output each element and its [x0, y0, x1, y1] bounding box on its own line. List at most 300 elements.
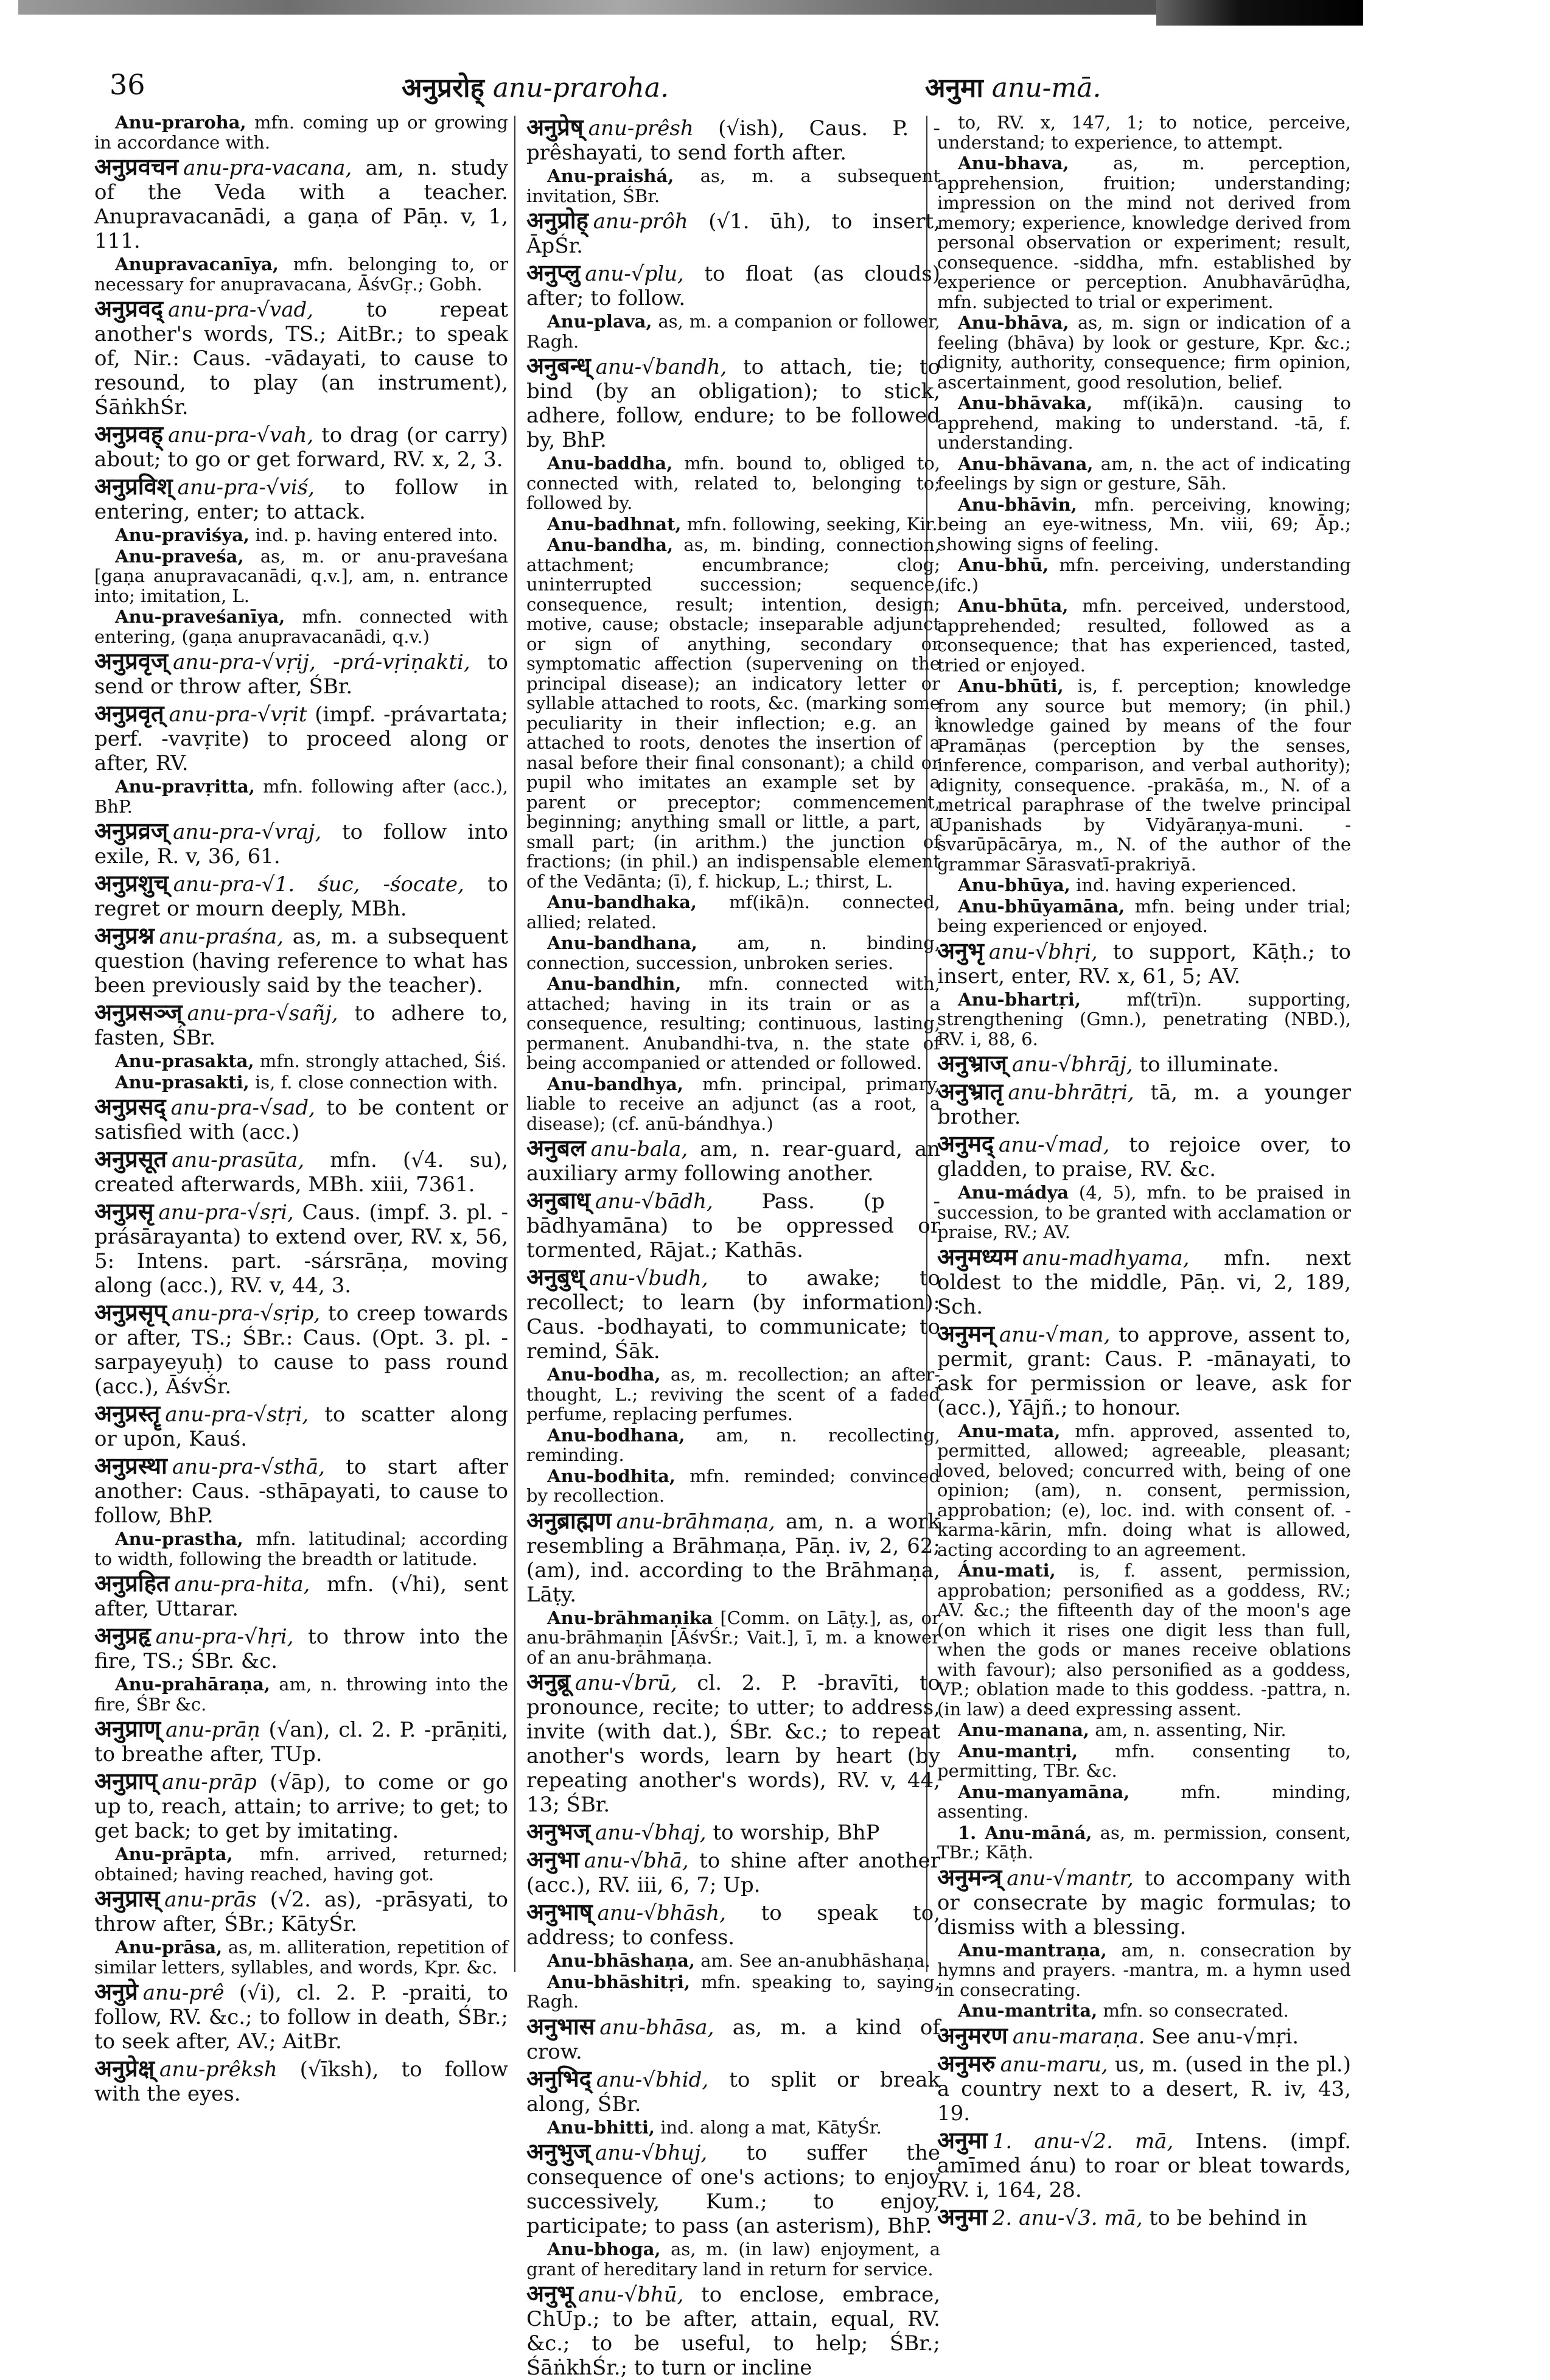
- entry-headword: Anu-bhava,: [958, 153, 1069, 173]
- entry-devanagari: अनुबाध्: [526, 1186, 591, 1214]
- dictionary-entry: [937, 1720, 1351, 1740]
- entry-headword: Anu-prastha,: [115, 1528, 243, 1549]
- entry-definition: to follow into exile, R. v, 36, 61.: [94, 820, 508, 869]
- entry-headword: anu-pra-hita,: [174, 1572, 310, 1597]
- entry-headword: anu-√bhuj,: [595, 2141, 708, 2165]
- entry-headword: Anu-bandhaka,: [547, 892, 697, 912]
- dictionary-entry: [526, 974, 940, 1073]
- page-number: 36: [110, 68, 145, 101]
- dictionary-entry: [94, 474, 508, 524]
- entry-definition: Pass. (p -bādhyamāna) to be oppressed or tormented, Rājat.; Kathās.: [526, 1189, 940, 1262]
- entry-definition: to adhere to, fasten, ŚBr.: [94, 1001, 509, 1050]
- column-2: [526, 113, 941, 2380]
- dictionary-entry: [937, 1183, 1351, 1242]
- entry-headword: Anu-prasakta,: [115, 1051, 254, 1071]
- running-head-right-devanagari: अनुमा: [925, 72, 983, 103]
- entry-definition: mfn. following, seeking, Kir.: [686, 513, 938, 534]
- entry-devanagari: अनुप्रस्था: [94, 1452, 167, 1479]
- entry-headword: Anu-mantṛi,: [958, 1740, 1078, 1762]
- page-header: [110, 68, 1375, 111]
- dictionary-entry: [937, 1823, 1351, 1863]
- dictionary-entry: [94, 923, 508, 998]
- entry-headword: anu-pra-√sañj,: [187, 1001, 338, 1026]
- dictionary-entry: [937, 1561, 1351, 1719]
- entry-headword: Anu-mantraṇa,: [958, 1939, 1107, 1961]
- entry-headword: anu-prê: [142, 1981, 225, 2005]
- entry-definition: See anu-√mṛi.: [1151, 2024, 1299, 2049]
- entry-headword: anu-prās: [164, 1888, 257, 1912]
- entry-headword: Anu-brāhmaṇika: [547, 1607, 713, 1628]
- dictionary-entry: [526, 2064, 940, 2116]
- entry-devanagari: अनुप्रसृ: [94, 1197, 154, 1225]
- entry-devanagari: अनुभ्रातृ: [937, 1077, 1004, 1105]
- entry-headword: anu-pra-√vṛit: [169, 702, 307, 727]
- entry-devanagari: अनुब्राह्मण: [526, 1506, 612, 1534]
- entry-definition: as, m. or anu-praveśana [gaṇa anupravacanādi, q.v.], am, n. entrance into; imitation, L.: [94, 545, 509, 606]
- entry-headword: anu-pra-√sṛi,: [158, 1200, 294, 1225]
- entry-definition: to suffer the consequence of one's actions; to enjoy successively, Kum.; to enjoy, participate; to pass (an asterism), BhP.: [526, 2141, 940, 2238]
- entry-headword: Anu-bandhana,: [547, 933, 697, 953]
- entry-definition: mfn. perceiving, knowing; being an eye-witness, Mn. viii, 69; Āp.; showing signs of feeling.: [937, 494, 1351, 555]
- dictionary-entry: [94, 547, 508, 606]
- dictionary-entry: [94, 1979, 508, 2054]
- entry-definition: mfn. connected with, attached; having in its train or as a consequence, resulting; continuous, lasting, permanent. Anubandhi-tva, n. the state of being accompanied or attended or followed.: [526, 973, 940, 1073]
- entry-definition: is, f. perception; knowledge from any source but memory; (in phil.) knowledge gained by means of the four Pramāṇas (perception by the senses, inference, comparison, and verbal authority); dignity, consequence. -prakāśa, m., N. of a metrical paraphrase of the twelve principal Upanishads by Vidyāraṇya-muni. -svarūpācārya, m., N. of the author of the grammar Sārasvatī-prakriyā.: [937, 676, 1351, 875]
- dictionary-entry: [937, 393, 1351, 453]
- entry-headword: anu-pra-√vad,: [168, 298, 314, 322]
- dictionary-entry: [937, 2202, 1351, 2230]
- entry-definition: (√i), cl. 2. P. -praiti, to follow, RV. &c.; to follow in death, ŚBr.; to seek after, AV.; AitBr.: [94, 1981, 509, 2054]
- entry-headword: anu-prāṇ: [166, 1718, 260, 1742]
- entry-definition: to send or throw after, ŚBr.: [94, 650, 509, 699]
- entry-definition: as, m. a companion or follower, Ragh.: [526, 311, 940, 352]
- entry-definition: mfn. approved, assented to, permitted, allowed; agreeable, pleasant; loved, beloved; concurred with, being of one opinion; (am), n. consent, permission, approbation; (e), loc. ind. with consent of. -karma-kārin, mfn. doing what is allowed, acting according to an agreement.: [937, 1420, 1351, 1560]
- entry-headword: anu-√bādh,: [595, 1189, 713, 1214]
- entry-headword: anu-√mantr,: [1007, 1866, 1134, 1891]
- dictionary-entry: [937, 1782, 1351, 1822]
- entry-definition: ind. p. having entered into.: [255, 525, 498, 545]
- entry-headword: anu-√bhṛi,: [988, 939, 1098, 964]
- dictionary-entry: [526, 2014, 940, 2064]
- dictionary-entry: [526, 2281, 940, 2380]
- entry-headword: Anu-mádya: [958, 1182, 1069, 1203]
- entry-headword: anu-√bhā,: [584, 1849, 689, 1873]
- dictionary-entry: [937, 454, 1351, 494]
- entry-devanagari: अनुप्रसञ्ज्: [94, 998, 183, 1026]
- entry-definition: mfn. coming up or growing in accordance with.: [94, 112, 508, 153]
- entry-devanagari: अनुब्रू: [526, 1668, 570, 1695]
- entry-definition: to accompany with or consecrate by magic formulas; to dismiss with a blessing.: [937, 1866, 1352, 1939]
- entry-definition: (√īksh), to follow with the eyes.: [94, 2057, 508, 2106]
- entry-definition: to float (as clouds) after; to follow.: [526, 262, 940, 310]
- entry-headword: Anu-bandhin,: [547, 973, 682, 994]
- entry-devanagari: अनुप्रेक्ष्: [94, 2054, 155, 2082]
- entry-headword: Anupravacanīya,: [115, 254, 279, 275]
- entry-definition: to follow in entering, enter; to attack.: [94, 475, 508, 524]
- entry-definition: mfn. minding, assenting.: [937, 1781, 1351, 1822]
- dictionary-entry: [94, 1844, 508, 1884]
- entry-definition: mfn. (√4. su), created afterwards, MBh. xiii, 7361.: [94, 1148, 508, 1197]
- dictionary-entry: [94, 296, 508, 419]
- entry-headword: Anu-prahāraṇa,: [115, 1674, 270, 1695]
- entry-headword: 1. Anu-māná,: [958, 1822, 1092, 1843]
- entry-headword: Anu-praveśanīya,: [115, 606, 285, 627]
- column-3: [937, 112, 1352, 2230]
- entry-headword: 2. anu-√3. mā,: [992, 2205, 1143, 2230]
- entry-headword: Anu-bodha,: [547, 1364, 661, 1385]
- entry-definition: as, m. sign or indication of a feeling (bhāva) by look or gesture, Kpr. &c.; dignity, authority, consequence; firm opinion, ascertainment, good resolution, belief.: [937, 312, 1351, 393]
- entry-devanagari: अनुमा: [937, 2126, 988, 2154]
- entry-definition: mfn. connected with entering, (gaṇa anupravacanādi, q.v.): [94, 606, 508, 647]
- entry-definition: to worship, BhP: [713, 1821, 880, 1845]
- entry-definition: mfn. next oldest to the middle, Pāṇ. vi, 2, 189, Sch.: [937, 1245, 1351, 1319]
- entry-headword: Anu-bhāvana,: [958, 453, 1094, 474]
- dictionary-entry: [526, 1466, 940, 1506]
- entry-definition: [Comm. on Lāṭy.], as, or anu-brāhmaṇin [ĀśvŚr.; Vait.], ī, m. a knower of an anu-brāhmaṇa.: [526, 1607, 940, 1668]
- entry-definition: (√2. as), -prāsyati, to throw after, ŚBr.; KātyŚr.: [94, 1888, 509, 1936]
- entry-definition: to approve, assent to, permit, grant: Caus. P. -mānayati, to ask for permission or leave, ask for (acc.), Yājñ.; to honour.: [937, 1322, 1351, 1420]
- dictionary-entry: [526, 535, 940, 891]
- entry-definition: mf(ikā)n. connected, allied; related.: [526, 892, 941, 933]
- entry-definition: to enclose, embrace, ChUp.; to be after, attain, equal, RV. &c.; to be useful, to help; ŚBr.; ŚāṅkhŚr.; to turn or incline: [526, 2283, 941, 2380]
- entry-definition: mfn. principal, primary, liable to receive an adjunct (as a root, a disease); (cf. anū-bándhya.): [526, 1073, 940, 1134]
- dictionary-entry: [526, 1136, 940, 1186]
- entry-headword: anu-pra-√hṛi,: [155, 1625, 294, 1649]
- entry-definition: ind. having experienced.: [1076, 875, 1297, 895]
- entry-headword: Anu-praroha,: [115, 112, 246, 133]
- dictionary-entry: [526, 1670, 940, 1817]
- running-head-left: [402, 68, 669, 105]
- dictionary-entry: [94, 1199, 508, 1298]
- dictionary-entry: [937, 1941, 1351, 2000]
- entry-devanagari: अनुप्रवचन: [94, 153, 179, 180]
- dictionary-entry: [937, 2001, 1351, 2021]
- dictionary-entry: [526, 115, 940, 165]
- dictionary-entry: [937, 1865, 1351, 1939]
- entry-definition: Intens. (impf. amīmed ánu) to roar or bleat towards, RV. i, 164, 28.: [937, 2129, 1352, 2202]
- dictionary-entry: [526, 1265, 940, 1363]
- dictionary-entry: [526, 514, 940, 534]
- dictionary-entry: [526, 453, 940, 513]
- entry-definition: mfn. arrived, returned; obtained; having reached, having got.: [94, 1844, 509, 1885]
- entry-definition: cl. 2. P. -bravīti, to pronounce, recite; to utter; to address, invite (with dat.), ŚBr. &c.; to repeat another's words, learn by heart (by repeating another's words), RV. v, 44, 13; ŚBr.: [526, 1671, 940, 1817]
- entry-headword: Anu-bhūti,: [958, 676, 1064, 696]
- entry-headword: anu-pra-√sṛip,: [172, 1301, 321, 1326]
- dictionary-entry: [937, 2051, 1351, 2126]
- entry-headword: anu-prôh: [593, 209, 688, 234]
- entry-definition: to creep towards or after, TS.; ŚBr.: Caus. (Opt. 3. pl. -sarpayeyuḥ) to cause to pass round (acc.), ĀśvŚr.: [94, 1301, 509, 1399]
- entry-definition: mf(ikā)n. causing to apprehend, making to understand. -tā, f. understanding.: [937, 393, 1351, 453]
- entry-definition: us, m. (used in the pl.) a country next to a desert, R. iv, 43, 19.: [937, 2052, 1351, 2126]
- dictionary-entry: [937, 1741, 1351, 1781]
- entry-definition: as, m. recollection; an after-thought, L.; reviving the scent of a faded perfume, replacing perfumes.: [526, 1364, 940, 1424]
- entry-definition: am, n. assenting, Nir.: [1095, 1720, 1286, 1740]
- dictionary-entry: [937, 2128, 1351, 2202]
- entry-definition: am, n. consecration by hymns and prayers. -mantra, m. a hymn used in consecrating.: [937, 1939, 1351, 2000]
- entry-definition: mf(trī)n. supporting, strengthening (Gmn.), penetrating (NBD.), RV. i, 88, 6.: [937, 989, 1351, 1049]
- entry-headword: Anu-bhartṛi,: [958, 989, 1081, 1010]
- entry-definition: is, f. assent, permission, approbation; personified as a goddess, RV.; AV. &c.; the fifteenth day of the moon's age (on which it rises one digit less than full, when the gods or manes receive oblations with favour); also personified as a goddess, VP.; oblation made to this goddess. -pattra, n. (in law) a deed expressing assent.: [937, 1560, 1351, 1720]
- entry-devanagari: अनुमन्त्र्: [937, 1863, 1002, 1891]
- entry-definition: to throw into the fire, TS.; ŚBr. &c.: [94, 1625, 508, 1673]
- entry-headword: anu-√bhāsh,: [597, 1901, 726, 1925]
- entry-headword: Ánu-mati,: [958, 1560, 1056, 1581]
- entry-headword: Anu-bodhana,: [547, 1424, 685, 1446]
- dictionary-entry: [94, 1717, 508, 1766]
- dictionary-entry: [937, 990, 1351, 1049]
- entry-devanagari: अनुप्रवृत्: [94, 699, 164, 727]
- entry-headword: anu-prêksh: [159, 2057, 278, 2082]
- dictionary-entry: [937, 897, 1351, 936]
- entry-headword: anu-pra-√vṛij, -prá-vṛiṇakti,: [173, 650, 470, 674]
- entry-devanagari: अनुप्रविश्: [94, 472, 173, 500]
- entry-devanagari: अनुभू: [526, 2280, 573, 2307]
- dictionary-entry: [937, 313, 1351, 392]
- entry-devanagari: अनुप्रे: [94, 1978, 138, 2005]
- entry-headword: anu-pra-√sad,: [170, 1096, 315, 1120]
- entry-definition: am, n. study of the Veda with a teacher. Anupravacanādi, a gaṇa of Pāṇ. v, 1, 111.: [94, 156, 508, 253]
- entry-headword: anu-√man,: [999, 1322, 1111, 1347]
- scan-top-shadow: [1156, 0, 1363, 26]
- column-divider-1: [514, 116, 515, 1972]
- entry-devanagari: अनुप्रश्न: [94, 922, 155, 949]
- entry-definition: to split or break along, ŚBr.: [526, 2067, 940, 2116]
- entry-headword: Anu-bhāshitṛi,: [547, 1971, 691, 1992]
- dictionary-entry: [94, 1454, 508, 1528]
- entry-headword: anu-maraṇa.: [1012, 2024, 1145, 2049]
- entry-definition: to repeat another's words, TS.; AitBr.; to speak of, Nir.: Caus. -vādayati, to cause to resound, to play (an instrument), ŚāṅkhŚr.: [94, 298, 508, 419]
- entry-definition: am, n. the act of indicating feelings by sign or gesture, Sāh.: [937, 453, 1352, 494]
- entry-devanagari: अनुमरण: [937, 2021, 1008, 2049]
- entry-headword: anu-√bhrāj,: [1011, 1052, 1133, 1077]
- entry-definition: as, m. a subsequent question (having reference to what has been previously said by the teacher).: [94, 925, 508, 998]
- entry-headword: Anu-praveśa,: [115, 545, 244, 567]
- entry-headword: Anu-praishá,: [547, 166, 674, 186]
- entry-headword: 1. anu-√2. mā,: [992, 2129, 1174, 2154]
- entry-headword: Anu-plava,: [547, 311, 652, 332]
- running-head-right: [925, 68, 1101, 105]
- dictionary-entry: [937, 1421, 1351, 1560]
- entry-devanagari: अनुमध्यम: [937, 1242, 1018, 1270]
- entry-devanagari: अनुमद्: [937, 1130, 994, 1157]
- entry-devanagari: अनुमन्: [937, 1319, 994, 1347]
- dictionary-entry: [526, 933, 940, 973]
- entry-definition: am, n. throwing into the fire, ŚBr &c.: [94, 1674, 509, 1715]
- dictionary-entry: [526, 1900, 940, 1950]
- entry-devanagari: अनुभृ: [937, 936, 984, 964]
- entry-definition: to be content or satisfied with (acc.): [94, 1096, 509, 1144]
- entry-headword: anu-prāp: [162, 1770, 257, 1794]
- dictionary-entry: [526, 208, 940, 258]
- entry-headword: Anu-bhāva,: [958, 312, 1069, 333]
- entry-devanagari: अनुभज्: [526, 1818, 591, 1845]
- dictionary-entry: [937, 1079, 1351, 1129]
- dictionary-entry: [937, 113, 1351, 152]
- entry-definition: mfn. perceived, understood, apprehended; resulted, followed as a consequence; that has experienced, tasted, tried or enjoyed.: [937, 595, 1352, 676]
- dictionary-entry: [937, 1132, 1351, 1181]
- dictionary-entry: [94, 113, 508, 152]
- dictionary-entry: [526, 354, 940, 452]
- entry-headword: anu-√brū,: [574, 1671, 677, 1695]
- entry-headword: anu-madhyama,: [1022, 1245, 1190, 1270]
- entry-headword: Anu-manana,: [958, 1720, 1090, 1740]
- entry-definition: (√an), cl. 2. P. -prāṇiti, to breathe after, TUp.: [94, 1718, 508, 1766]
- dictionary-entry: [94, 871, 508, 921]
- entry-devanagari: अनुबुध्: [526, 1263, 585, 1290]
- dictionary-entry: [94, 1073, 508, 1093]
- entry-definition: ind. along a mat, KātyŚr.: [660, 2116, 882, 2138]
- entry-devanagari: अनुप्लु: [526, 259, 581, 286]
- entry-definition: as, m. a subsequent invitation, ŚBr.: [526, 166, 940, 206]
- dictionary-entry: [94, 649, 508, 699]
- entry-devanagari: अनुभ्राज्: [937, 1049, 1007, 1077]
- entry-definition: mfn. reminded; convinced by recollection.: [526, 1465, 940, 1506]
- entry-headword: anu-bala,: [590, 1137, 688, 1161]
- entry-headword: Anu-manyamāna,: [958, 1781, 1130, 1802]
- entry-headword: Anu-bhūyamāna,: [958, 895, 1125, 917]
- entry-definition: to rejoice over, to gladden, to praise, RV. &c.: [937, 1133, 1351, 1181]
- entry-definition: mfn. perceiving, understanding (ifc.): [937, 555, 1351, 595]
- entry-definition: mfn. being under trial; being experienced or enjoyed.: [937, 895, 1351, 936]
- entry-headword: anu-√plu,: [585, 262, 684, 286]
- entry-headword: Anu-bhūta,: [958, 595, 1069, 616]
- entry-definition: tā, m. a younger brother.: [937, 1080, 1352, 1129]
- entry-headword: Anu-prasakti,: [115, 1071, 250, 1093]
- entry-headword: anu-√bhaj,: [595, 1821, 707, 1845]
- entry-devanagari: अनुमा: [937, 2202, 988, 2230]
- entry-headword: anu-maru,: [1000, 2052, 1108, 2077]
- entry-headword: Anu-bhāvaka,: [958, 393, 1093, 413]
- dictionary-entry: [526, 1365, 940, 1424]
- column-1: [94, 112, 509, 2106]
- entry-definition: (4, 5), mfn. to be praised in succession, to be granted with acclamation or praise, RV.; AV.: [937, 1182, 1352, 1242]
- dictionary-entry: [937, 875, 1351, 895]
- entry-definition: am, n. binding, connection, succession, unbroken series.: [526, 933, 941, 973]
- entry-definition: is, f. close connection with.: [255, 1071, 498, 1093]
- entry-definition: (√āp), to come or go up to, reach, attain; to arrive; to get; to get back; to get by imitating.: [94, 1770, 509, 1843]
- entry-devanagari: अनुप्रसृप्: [94, 1298, 167, 1326]
- dictionary-entry: [526, 2118, 940, 2138]
- entry-headword: Anu-prāpta,: [115, 1844, 233, 1864]
- entry-devanagari: अनुप्रवृज्: [94, 647, 169, 674]
- entry-headword: anu-√budh,: [589, 1266, 708, 1290]
- entry-definition: (impf. -právartata; perf. -vavṛite) to proceed along or after, RV.: [94, 702, 508, 775]
- entry-devanagari: अनुप्राप्: [94, 1767, 158, 1794]
- entry-definition: to regret or mourn deeply, MBh.: [94, 872, 509, 921]
- dictionary-entry: [94, 1051, 508, 1071]
- entry-headword: Anu-bhū,: [958, 555, 1049, 575]
- entry-definition: am, n. rear-guard, an auxiliary army following another.: [526, 1137, 940, 1186]
- entry-devanagari: अनुप्रसूत: [94, 1145, 167, 1172]
- entry-devanagari: अनुबल: [526, 1134, 586, 1161]
- dictionary-entry: [937, 596, 1351, 675]
- dictionary-entry: [94, 1147, 508, 1197]
- entry-definition: (√ish), Caus. P. -prêshayati, to send forth after.: [526, 116, 940, 165]
- entry-headword: Anu-praviśya,: [115, 525, 250, 545]
- entry-definition: mfn. consenting to, permitting, TBr. &c.: [937, 1740, 1352, 1781]
- entry-devanagari: अनुबन्ध्: [526, 352, 591, 379]
- entry-headword: anu-pra-√1. śuc, -śocate,: [173, 872, 464, 897]
- entry-devanagari: अनुभिद्: [526, 2064, 592, 2092]
- dictionary-entry: [94, 1529, 508, 1569]
- dictionary-entry: [937, 153, 1351, 312]
- entry-headword: anu-pra-√stṛi,: [165, 1402, 309, 1427]
- entry-headword: anu-√bandh,: [595, 355, 727, 379]
- dictionary-entry: [94, 2056, 508, 2106]
- entry-headword: Anu-bhāshaṇa,: [547, 1950, 696, 1971]
- dictionary-entry: [94, 1769, 508, 1843]
- entry-definition: as, m. perception, apprehension, fruition; understanding; impression on the mind not derived from memory; experience, knowledge derived from personal observation or experiment; result, consequence. -siddha, mfn. established by experience or perception. Anubhavārūḍha, mfn. subjected to trial or experiment.: [937, 153, 1351, 312]
- entry-headword: anu-bhāsa,: [599, 2015, 714, 2040]
- entry-headword: anu-bhrātṛi,: [1008, 1080, 1134, 1105]
- dictionary-entry: [94, 1571, 508, 1621]
- entry-definition: to start after another: Caus. -sthāpayati, to cause to follow, BhP.: [94, 1455, 508, 1528]
- dictionary-entry: [94, 1401, 508, 1451]
- entry-devanagari: अनुभाष्: [526, 1898, 593, 1925]
- dictionary-entry: [937, 1051, 1351, 1077]
- entry-definition: to attach, tie; to bind (by an obligation); to stick, adhere, follow, endure; to be followed by, BhP.: [526, 355, 940, 452]
- entry-definition: mfn. bound to, obliged to, connected with, related to, belonging to; followed by.: [526, 453, 940, 513]
- dictionary-entry: [526, 1608, 940, 1668]
- running-head-left-devanagari: अनुप्ररोह्: [402, 72, 484, 103]
- dictionary-entry: [526, 1951, 940, 1971]
- dictionary-entry: [526, 1508, 940, 1607]
- entry-headword: Anu-bodhita,: [547, 1465, 676, 1486]
- entry-definition: mfn. strongly attached, Śiś.: [259, 1051, 507, 1071]
- entry-definition: to scatter along or upon, Kauś.: [94, 1402, 508, 1451]
- entry-definition: to, RV. x, 147, 1; to notice, perceive, understand; to experience, to attempt.: [937, 112, 1351, 153]
- dictionary-entry: [94, 1623, 508, 1673]
- entry-headword: Anu-mata,: [958, 1420, 1061, 1441]
- entry-definition: am. See an-anubhāshaṇa.: [700, 1950, 930, 1971]
- dictionary-entry: [937, 936, 1351, 989]
- dictionary-entry: [94, 701, 508, 775]
- entry-devanagari: अनुप्रहृ: [94, 1622, 151, 1649]
- entry-headword: Anu-bandha,: [547, 534, 674, 555]
- dictionary-entry: [94, 422, 508, 472]
- dictionary-entry: [526, 1819, 940, 1845]
- dictionary-entry: [94, 155, 508, 253]
- entry-headword: Anu-bhoga,: [547, 2239, 661, 2259]
- entry-headword: anu-pra-vacana,: [183, 156, 352, 180]
- entry-definition: as, m. (in law) enjoyment, a grant of hereditary land in return for service.: [526, 2239, 940, 2280]
- entry-headword: anu-pra-√viś,: [177, 475, 315, 500]
- entry-definition: to speak to, address; to confess.: [526, 1901, 940, 1950]
- dictionary-entry: [526, 312, 940, 351]
- dictionary-entry: [526, 1426, 940, 1465]
- entry-devanagari: अनुप्रशुच्: [94, 869, 169, 897]
- entry-headword: anu-√mad,: [999, 1133, 1110, 1157]
- entry-headword: anu-prasūta,: [172, 1148, 305, 1172]
- dictionary-entry: [94, 1886, 508, 1936]
- entry-devanagari: अनुप्रस्तॄ: [94, 1399, 161, 1427]
- entry-devanagari: अनुप्रहित: [94, 1569, 170, 1597]
- entry-definition: to illuminate.: [1139, 1052, 1279, 1077]
- running-head-left-translit: anu-praroha.: [492, 72, 669, 103]
- entry-definition: as, m. binding, connection, attachment; encumbrance; clog; uninterrupted succession; sequence, consequence, result; intention, design; motive, cause; obstacle; inseparable adjunct or sign of anything, secondary or symptomatic affection (supervening on the principal disease); an indicatory letter or syllable attached to roots, &c. (marking some peculiarity in their inflection; e.g. an i attached to roots, denotes the insertion of a nasal before their final consonant); a child or pupil who imitates an example set by a parent or preceptor; commencement, beginning; anything small or little, a part, a small part; (in arithm.) the junction of fractions; (in phil.) an indispensable element of the Vedānta; (ī), f. hickup, L.; thirst, L.: [526, 534, 940, 892]
- entry-definition: am, n. recollecting, reminding.: [526, 1424, 940, 1465]
- entry-headword: Anu-bhitti,: [547, 2116, 655, 2138]
- entry-definition: mfn. latitudinal; according to width, following the breadth or latitude.: [94, 1528, 509, 1569]
- entry-definition: mfn. following after (acc.), BhP.: [94, 776, 508, 817]
- entry-definition: to awake; to recollect; to learn (by information): Caus. -bodhayati, to communicate; to remind, Śāk.: [526, 1266, 941, 1363]
- entry-headword: anu-pra-√sthā,: [172, 1455, 325, 1479]
- dictionary-entry: [526, 166, 940, 206]
- dictionary-entry: [94, 254, 508, 294]
- dictionary-entry: [526, 1188, 940, 1262]
- entry-headword: Anu-baddha,: [547, 453, 673, 474]
- entry-headword: Anu-bhāvin,: [958, 494, 1077, 515]
